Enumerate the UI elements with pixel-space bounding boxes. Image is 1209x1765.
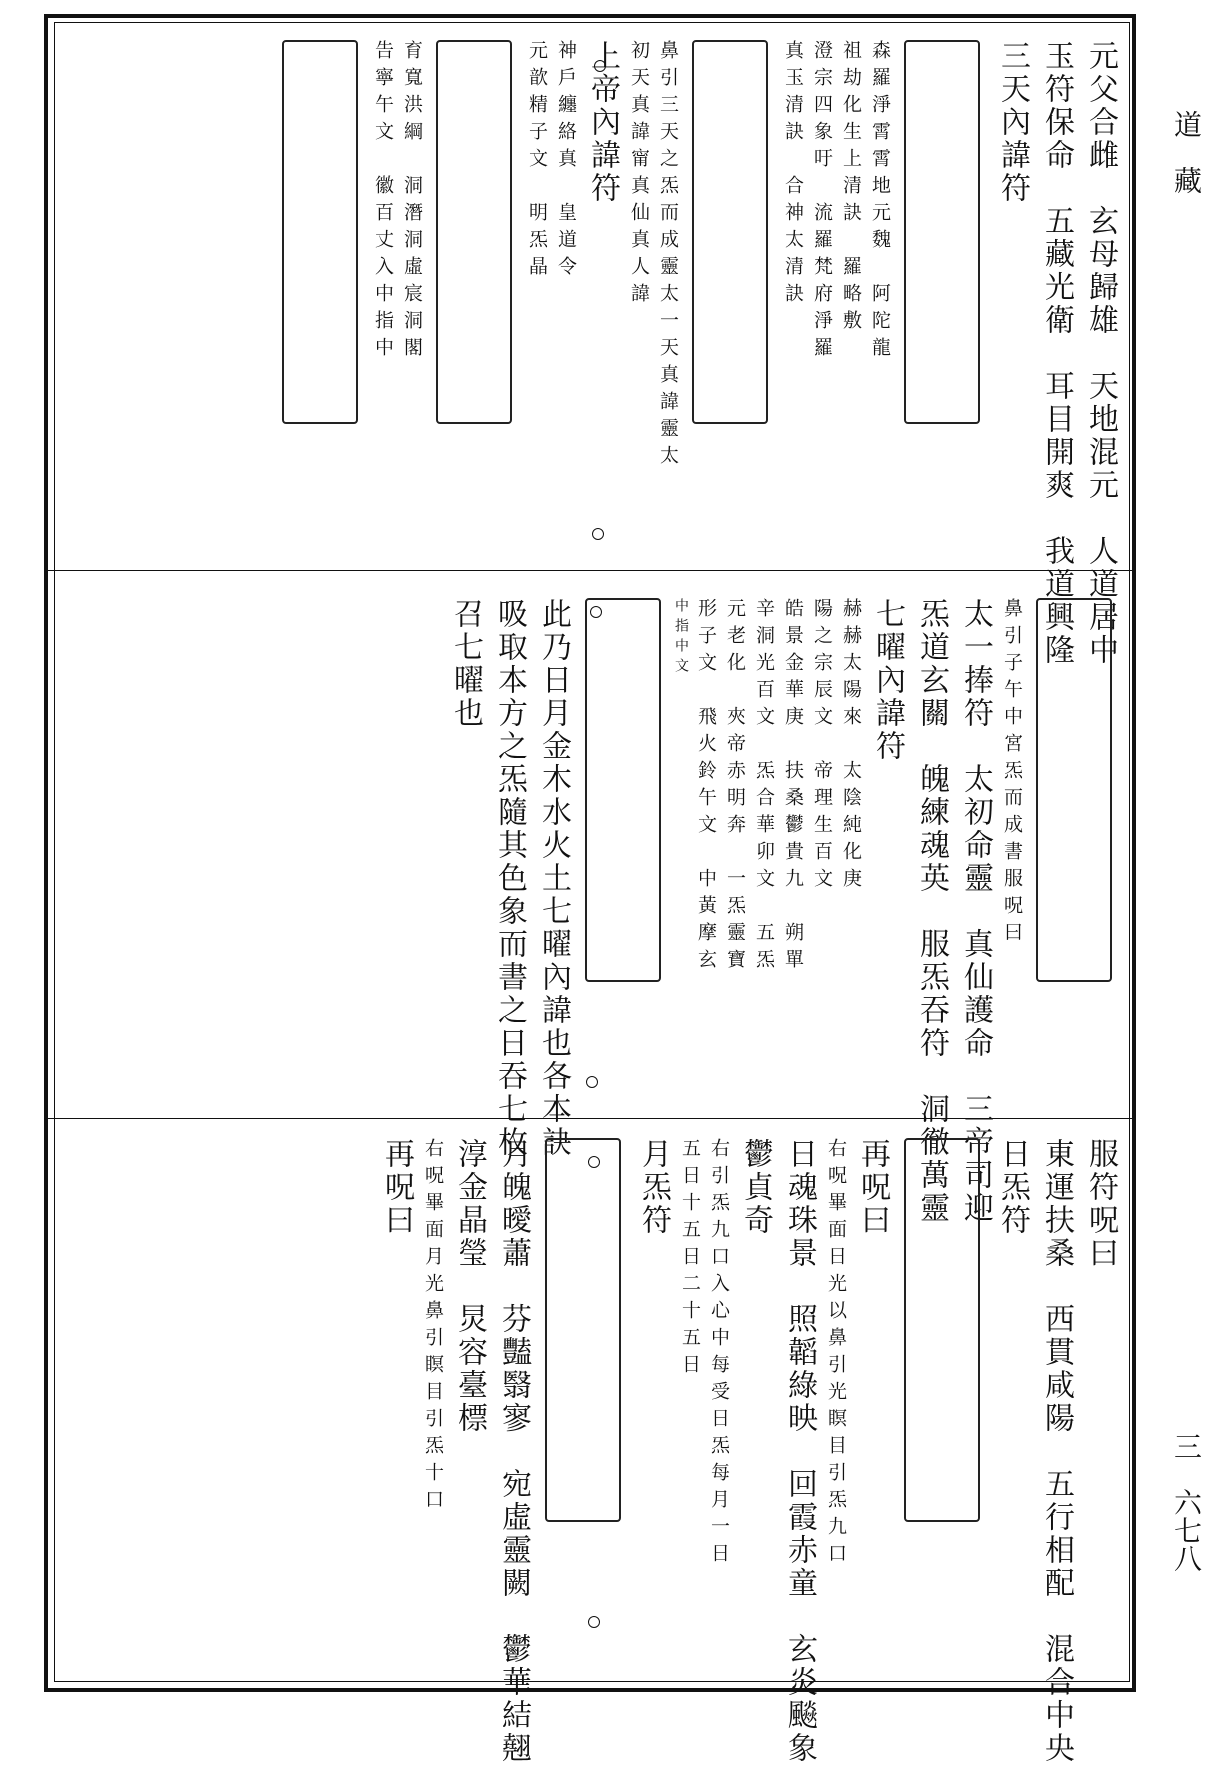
text-column: 炁道玄關 魄練魂英 服炁吞符 洞徹萬靈: [914, 598, 949, 1225]
text-column: 七曜內諱符: [870, 598, 905, 763]
text-column: 月魄曖蕭 芬豔翳寥 宛虛靈闕 鬱華結翹: [496, 1138, 531, 1765]
circle-mark: [586, 1076, 598, 1088]
circle-mark: [590, 606, 602, 618]
talisman-seal: [1036, 598, 1112, 982]
text-column: 辛洞光百文 炁合華卯文 五炁: [753, 598, 775, 976]
circle-mark: [588, 1156, 600, 1168]
text-column: 森羅淨霄霄地元魏 阿陀龍: [869, 40, 891, 364]
talisman-seal: [436, 40, 512, 424]
text-column: 上帝內諱符: [585, 40, 620, 205]
page-number: 三 六七八: [1170, 1432, 1203, 1572]
text-column: 召七曜也: [448, 598, 483, 730]
text-column: 澄宗四象吁 流羅梵府淨羅: [811, 40, 833, 364]
bottom-band: [60, 1138, 1130, 1765]
text-column: 鼻引子午中宮炁而成書服呪曰: [1001, 598, 1023, 949]
text-column: 日魂珠景 照韜綠映 回霞赤童 玄炎飈象: [782, 1138, 817, 1765]
circle-mark: [594, 60, 606, 72]
text-column: 皓景金華庚 扶桑鬱貴九 朔單: [782, 598, 804, 976]
band-divider-top: [48, 570, 1132, 571]
text-column: 鬱貞奇: [738, 1138, 773, 1237]
text-column: 初天真諱甯真仙真人諱: [628, 40, 650, 310]
text-column: 再呪曰: [379, 1138, 414, 1237]
text-column: 再呪曰: [855, 1138, 890, 1237]
text-column: 元歆精子文 明炁晶: [526, 40, 548, 283]
text-column: 此乃日月金木水火土七曜內諱也各本訣: [536, 598, 571, 1159]
text-column: 東運扶桑 西貫咸陽 五行相配 混合中央: [1039, 1138, 1074, 1765]
text-column: 形子文 飛火鈴午文 中黃摩玄: [695, 598, 717, 976]
text-column: 淳金晶瑩 炅容臺標: [452, 1138, 487, 1435]
talisman-seal: [282, 40, 358, 424]
text-column: 鼻引三天之炁而成靈太一天真諱靈太: [657, 40, 679, 472]
talisman-seal: [904, 40, 980, 424]
text-column: 玉符保命 五藏光衛 耳目開爽 我道興隆: [1039, 40, 1074, 667]
talisman-seal: [692, 40, 768, 424]
text-column: 服符呪曰: [1083, 1138, 1118, 1270]
text-column: 五日十五日二十五日: [679, 1138, 701, 1381]
text-column: 祖劫化生上清訣 羅略敷: [840, 40, 862, 337]
text-column: 元父合雌 玄母歸雄 天地混元 人道居中: [1083, 40, 1118, 667]
text-column: 吸取本方之炁隨其色象而書之日吞七枚: [492, 598, 527, 1159]
text-column: 日炁符: [995, 1138, 1030, 1237]
collection-title: 道 藏: [1170, 110, 1203, 194]
text-column: 三天內諱符: [995, 40, 1030, 205]
text-column: 神戶纏絡真 皇道令: [555, 40, 577, 283]
circle-mark: [588, 1616, 600, 1628]
circle-mark: [592, 528, 604, 540]
talisman-seal: [585, 598, 661, 982]
text-column: 赫赫太陽來 太陰純化庚: [840, 598, 862, 895]
text-column: 中指中文: [673, 598, 689, 678]
text-column: 右呪畢面月光鼻引瞑目引炁十口: [422, 1138, 444, 1516]
text-column: 元老化 夾帝赤明奔 一炁靈寶: [724, 598, 746, 976]
text-column: 月炁符: [636, 1138, 671, 1237]
text-column: 真玉清訣 合神太清訣: [782, 40, 804, 310]
text-column: 太一捧符 太初命靈 真仙護命 三帝司迎: [958, 598, 993, 1225]
text-column: 右呪畢面日光以鼻引光瞑目引炁九口: [825, 1138, 847, 1570]
talisman-seal: [904, 1138, 980, 1522]
text-column: 告寧午文 徽百丈入中指中: [372, 40, 394, 364]
talisman-seal: [545, 1138, 621, 1522]
text-column: 育寬洪綱 洞潛洞虛宸洞閣: [401, 40, 423, 364]
text-column: 右引炁九口入心中每受日炁每月一日: [708, 1138, 730, 1570]
text-column: 陽之宗辰文 帝理生百文: [811, 598, 833, 895]
